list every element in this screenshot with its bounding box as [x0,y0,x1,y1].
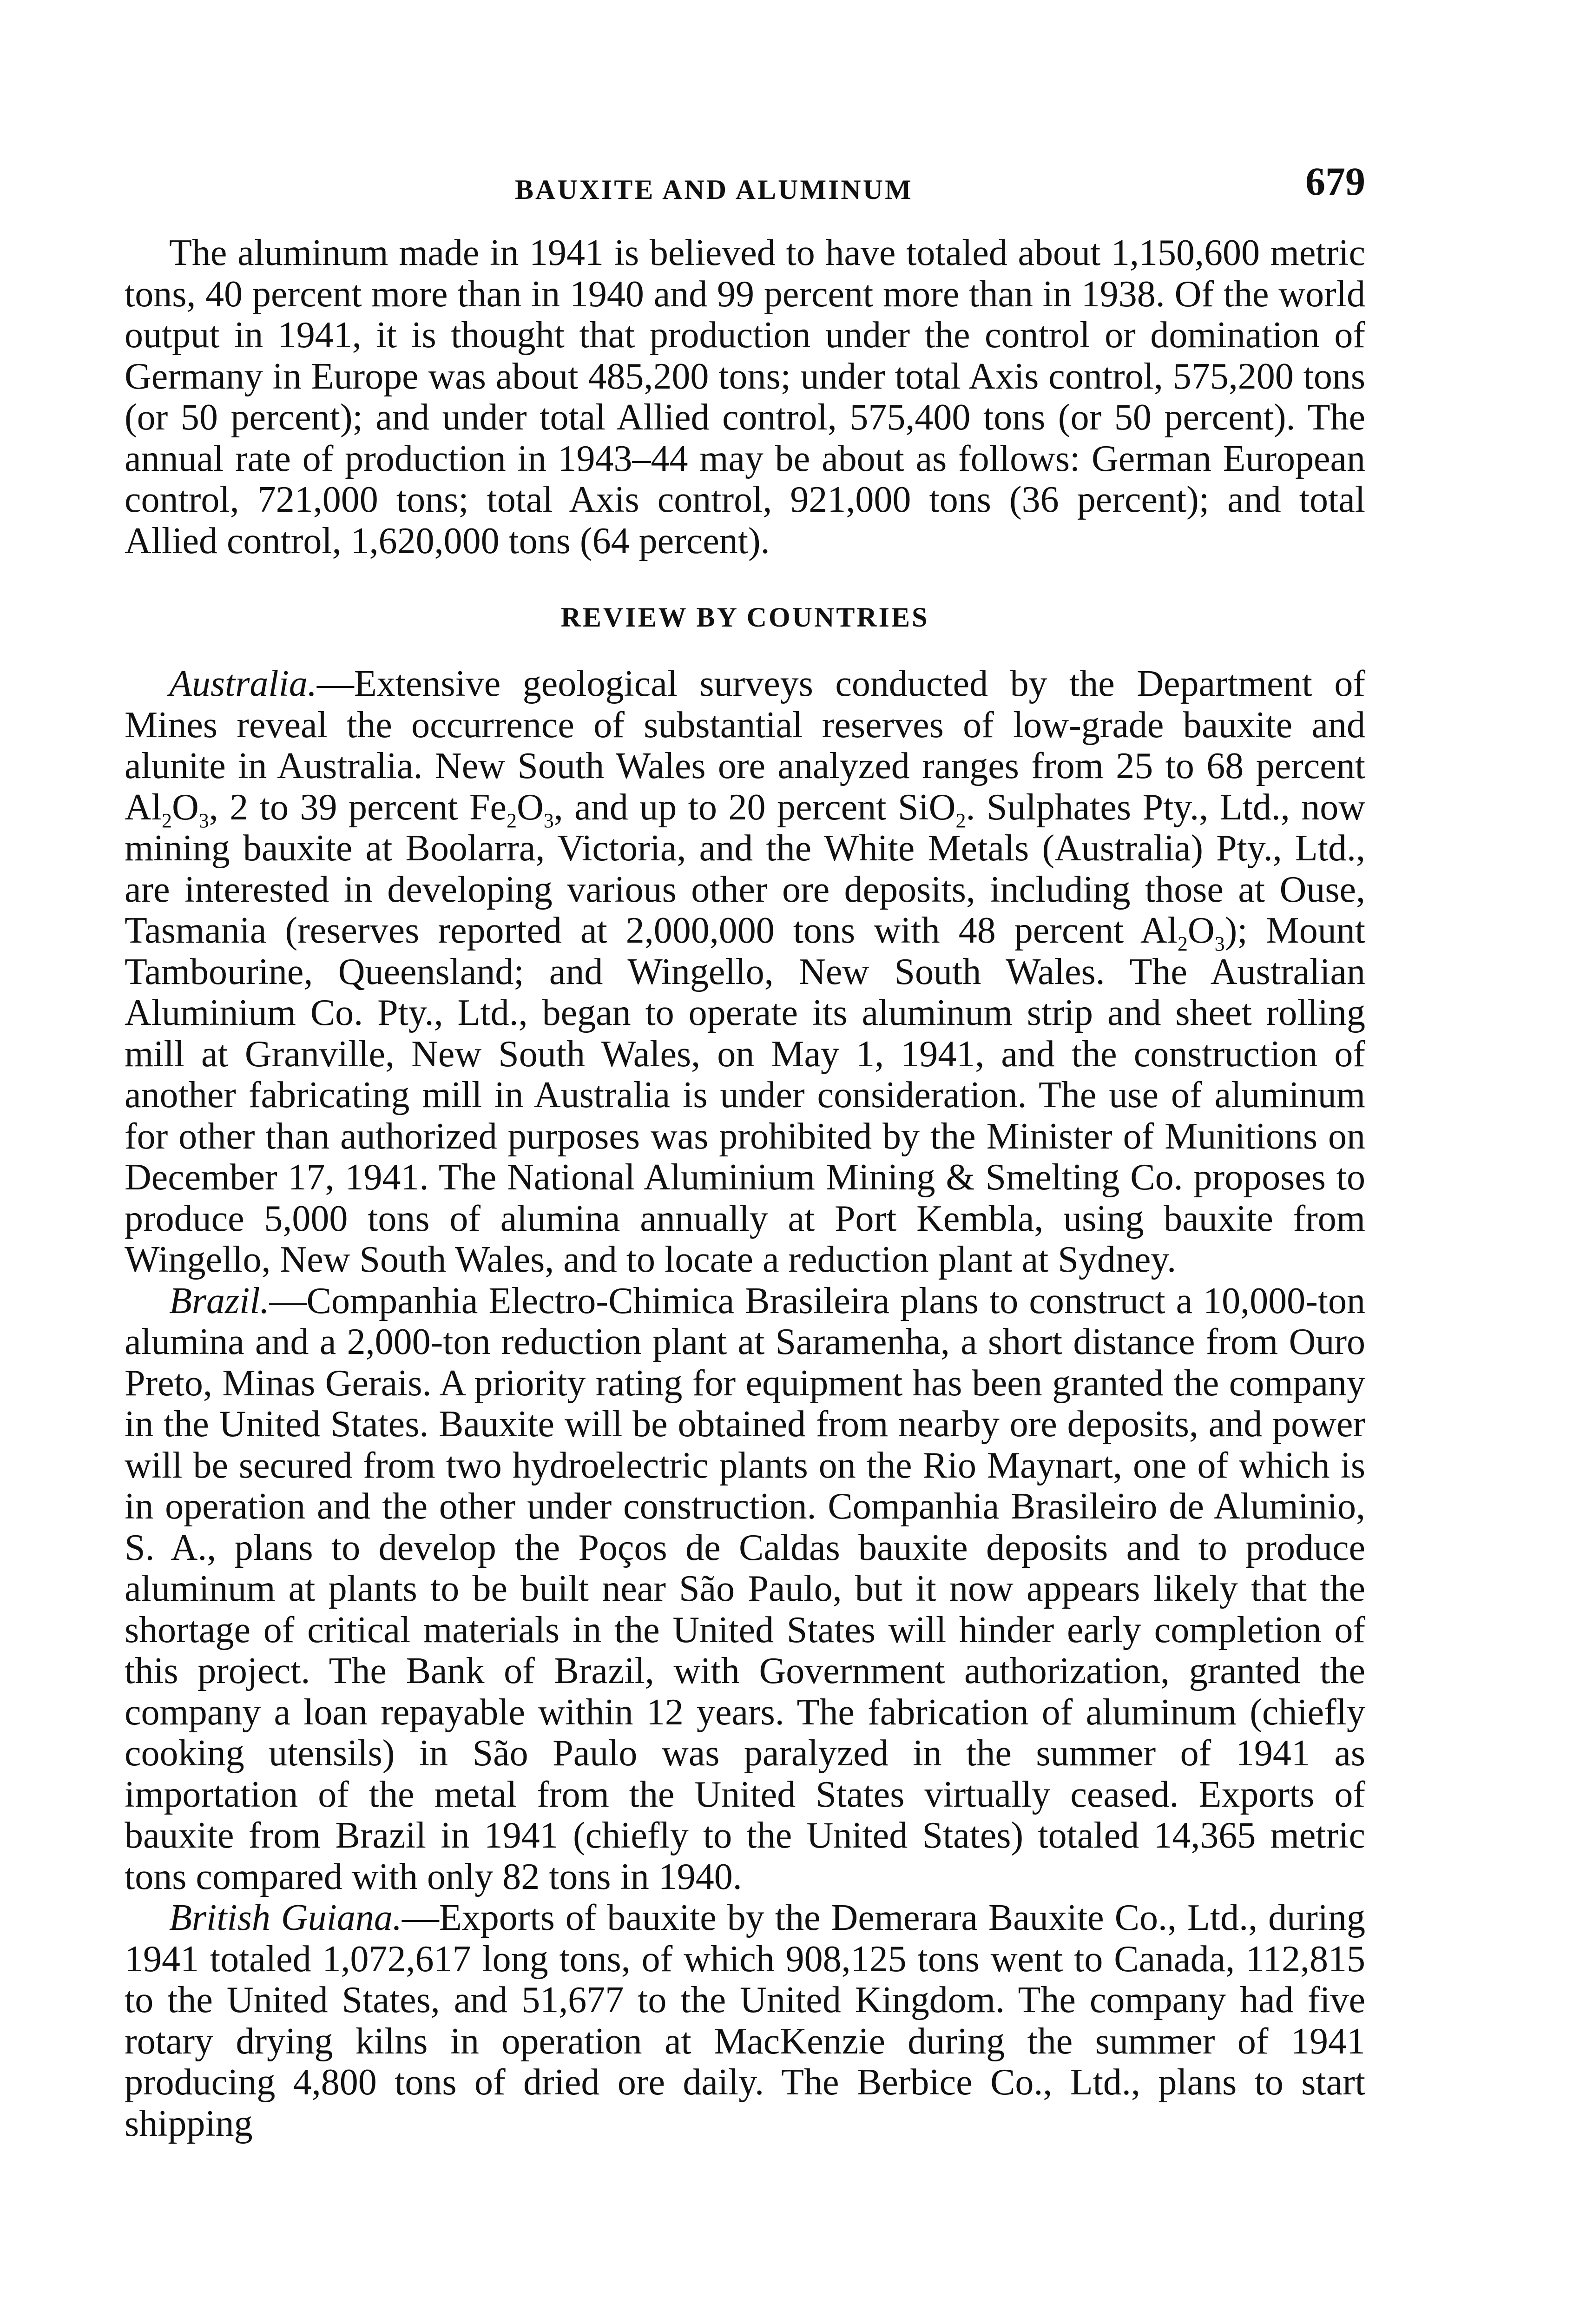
em-dash: — [269,1280,307,1321]
page-number: 679 [1305,159,1365,204]
brazil-paragraph [125,1281,1365,1898]
country-name-australia: Australia. [169,663,317,704]
page-header [125,158,1365,214]
subscript: 2 [506,809,517,832]
australia-text-8: ); Mount Tambourine, Queensland; and Wingello, New South Wales. The Australian Aluminium Co. Pty., Ltd., began to operate its aluminum strip and sheet rolling mill at Granville, New South Wales, on May 1, 1941, and the construction of another fabricating mill in Australia is under consideration. The use of aluminum for other than authorized purposes was prohibited by the Minister of Munitions on December 17, 1941. The National Aluminium Mining & Smelting Co. proposes to produce 5,000 tons of alumina annually at Port Kembla, using bauxite from Wingello, New South Wales, and to locate a reduction plant at Sydney. [125,910,1366,1280]
british-guiana-paragraph [125,1897,1365,2144]
australia-text-2: O [172,786,199,828]
subscript: 2 [955,809,966,832]
australia-text-3: , 2 to 39 percent Fe [209,786,507,828]
australia-text-7: O [1187,910,1215,951]
subscript: 3 [1214,932,1225,955]
subscript: 2 [1177,932,1188,955]
subscript: 3 [198,809,209,832]
brazil-text: Companhia Electro-Chimica Brasileira plans to construct a 10,000-ton alumina and a 2,000-ton reduction plant at Saramenha, a short distance from Ouro Preto, Minas Gerais. A priority rating for equipment has been granted the company in the United States. Bauxite will be obtained from nearby ore deposits, and power will be secured from two hydroelectric plants on the Rio Maynart, one of which is in operation and the other under construction. Companhia Brasileiro de Aluminio, S. A., plans to develop the Poços de Caldas bauxite deposits and to produce aluminum at plants to be built near São Paulo, but it now appears likely that the shortage of critical materials in the United States will hinder early completion of this project. The Bank of Brazil, with Government authorization, granted the company a loan repayable within 12 years. The fabrication of aluminum (chiefly cooking utensils) in São Paulo was paralyzed in the summer of 1941 as importation of the metal from the United States virtually ceased. Exports of bauxite from Brazil in 1941 (chiefly to the United States) totaled 14,365 metric tons compared with only 82 tons in 1940. [125,1280,1365,1897]
document-page [125,158,1365,2144]
intro-paragraph: The aluminum made in 1941 is believed to have totaled about 1,150,600 metric tons, 40 percent more than in 1940 and 99 percent more than in 1938. Of the world output in 1941, it is thought that production under the control or domination of Germany in Europe was about 485,200 tons; under total Axis control, 575,200 tons (or 50 percent); and under total Allied control, 575,400 tons (or 50 percent). The annual rate of production in 1943–44 may be about as follows: German European control, 721,000 tons; total Axis control, 921,000 tons (36 percent); and total Allied control, 1,620,000 tons (64 percent). [125,232,1365,561]
country-name-brazil: Brazil. [169,1280,270,1321]
british-guiana-text: Exports of bauxite by the Demerara Bauxite Co., Ltd., during 1941 totaled 1,072,617 long tons, of which 908,125 tons went to Canada, 112,815 to the United States, and 51,677 to the United Kingdom. The company had five rotary drying kilns in operation at MacKenzie during the summer of 1941 producing 4,800 tons of dried ore daily. The Berbice Co., Ltd., plans to start shipping [125,1897,1366,2144]
australia-text-4: O [516,786,544,828]
section-heading: REVIEW BY COUNTRIES [560,602,929,633]
em-dash: — [402,1897,439,1938]
australia-text-1: Extensive geological surveys conducted by the Department of Mines reveal the occurrence of substantial reserves of low-grade bauxite and alunite in Australia. New South Wales ore analyzed ranges from 25 to 68 percent Al [125,663,1365,828]
australia-text-6: . Sulphates Pty., Ltd., now mining bauxite at Boolarra, Victoria, and the White Metals (Australia) Pty., Ltd., are interested in developing various other ore deposits, including those at Ouse, Tasmania (reserves reported at 2,000,000 tons with 48 percent Al [125,786,1365,951]
running-title: BAUXITE AND ALUMINUM [515,174,913,205]
subscript: 3 [543,809,554,832]
australia-text-5: , and up to 20 percent SiO [553,786,956,828]
subscript: 2 [162,809,172,832]
country-name-british-guiana: British Guiana. [169,1897,402,1938]
em-dash: — [316,663,354,704]
australia-paragraph [125,663,1365,1281]
